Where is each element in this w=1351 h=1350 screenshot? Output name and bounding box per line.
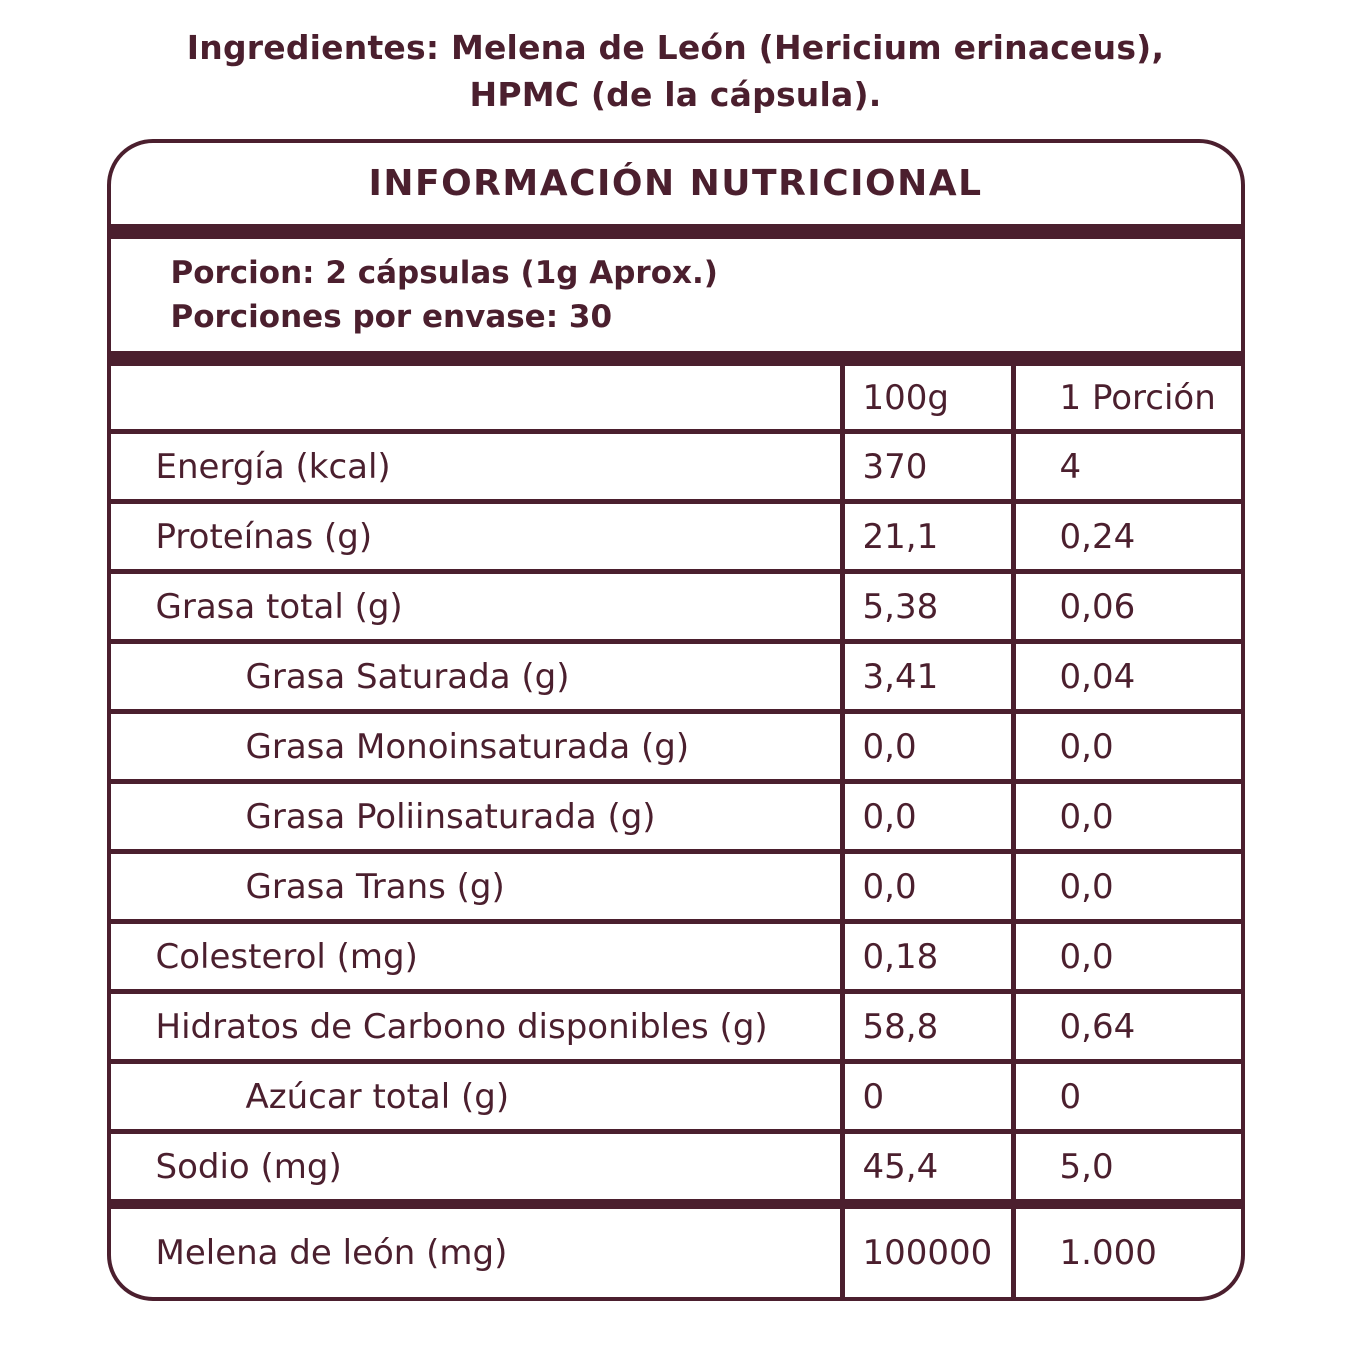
value-per-portion: 1.000	[1011, 1209, 1241, 1297]
value-per-100g: 100000	[840, 1209, 1011, 1297]
nutrient-row-hidratos	[111, 989, 1241, 1059]
nutrient-row-sodio	[111, 1129, 1241, 1199]
column-header-portion: 1 Porción	[1011, 366, 1241, 429]
value-per-portion: 5,0	[1011, 1134, 1241, 1199]
serving-info	[111, 239, 1241, 351]
nutrient-row-grasa-trans	[111, 849, 1241, 919]
value-per-100g: 45,4	[840, 1134, 1011, 1199]
nutrient-row-energia	[111, 429, 1241, 499]
nutrition-facts-panel	[107, 139, 1245, 1301]
nutrient-label: Azúcar total (g)	[245, 1076, 510, 1117]
value-per-100g: 0,0	[840, 714, 1011, 779]
panel-title: INFORMACIÓN NUTRICIONAL	[368, 163, 983, 204]
value-per-100g: 5,38	[840, 574, 1011, 639]
nutrient-label: Hidratos de Carbono disponibles (g)	[155, 1006, 768, 1047]
nutrient-row-grasa-poliinsaturada	[111, 779, 1241, 849]
ingredients-line-1: Ingredientes: Melena de León (Hericium erinaceus),	[186, 28, 1165, 67]
value-per-portion: 0,0	[1011, 714, 1241, 779]
value-per-100g: 0	[840, 1064, 1011, 1129]
nutrient-row-melena-de-leon	[111, 1209, 1241, 1297]
value-per-portion: 0,0	[1011, 924, 1241, 989]
nutrient-row-proteinas	[111, 499, 1241, 569]
nutrient-label: Grasa total (g)	[155, 586, 403, 627]
nutrient-label: Sodio (mg)	[155, 1146, 342, 1187]
value-per-100g: 3,41	[840, 644, 1011, 709]
value-per-portion: 4	[1011, 434, 1241, 499]
serving-size-line: Porcion: 2 cápsulas (1g Aprox.)	[170, 255, 718, 291]
nutrient-label: Grasa Trans (g)	[245, 866, 505, 907]
nutrient-label: Colesterol (mg)	[155, 936, 418, 977]
nutrient-label: Grasa Monoinsaturada (g)	[245, 726, 690, 767]
value-per-portion: 0,24	[1011, 504, 1241, 569]
value-per-portion: 0,06	[1011, 574, 1241, 639]
divider-above-highlight	[111, 1199, 1241, 1209]
nutrient-label: Energía (kcal)	[155, 446, 391, 487]
nutrient-label: Grasa Saturada (g)	[245, 656, 570, 697]
value-per-100g: 21,1	[840, 504, 1011, 569]
nutrient-label: Grasa Poliinsaturada (g)	[245, 796, 656, 837]
divider-thick-mid	[111, 351, 1241, 366]
divider-thick-top	[111, 224, 1241, 239]
nutrient-row-colesterol	[111, 919, 1241, 989]
value-per-portion: 0,0	[1011, 784, 1241, 849]
value-per-100g: 0,18	[840, 924, 1011, 989]
servings-per-container-line: Porciones por envase: 30	[170, 299, 613, 335]
column-header-blank	[111, 366, 840, 429]
value-per-100g: 370	[840, 434, 1011, 499]
value-per-portion: 0,64	[1011, 994, 1241, 1059]
ingredients-text	[0, 0, 1351, 118]
value-per-portion: 0	[1011, 1064, 1241, 1129]
value-per-portion: 0,04	[1011, 644, 1241, 709]
nutrient-row-grasa-saturada	[111, 639, 1241, 709]
nutrient-row-grasa-monoinsaturada	[111, 709, 1241, 779]
table-header-row	[111, 366, 1241, 429]
nutrient-row-azucar-total	[111, 1059, 1241, 1129]
nutrient-label: Melena de león (mg)	[155, 1233, 508, 1273]
nutrient-label: Proteínas (g)	[155, 516, 373, 557]
value-per-portion: 0,0	[1011, 854, 1241, 919]
value-per-100g: 58,8	[840, 994, 1011, 1059]
value-per-100g: 0,0	[840, 784, 1011, 849]
nutrient-row-grasa-total	[111, 569, 1241, 639]
value-per-100g: 0,0	[840, 854, 1011, 919]
column-header-100g: 100g	[840, 366, 1011, 429]
ingredients-line-2: HPMC (de la cápsula).	[469, 75, 882, 114]
